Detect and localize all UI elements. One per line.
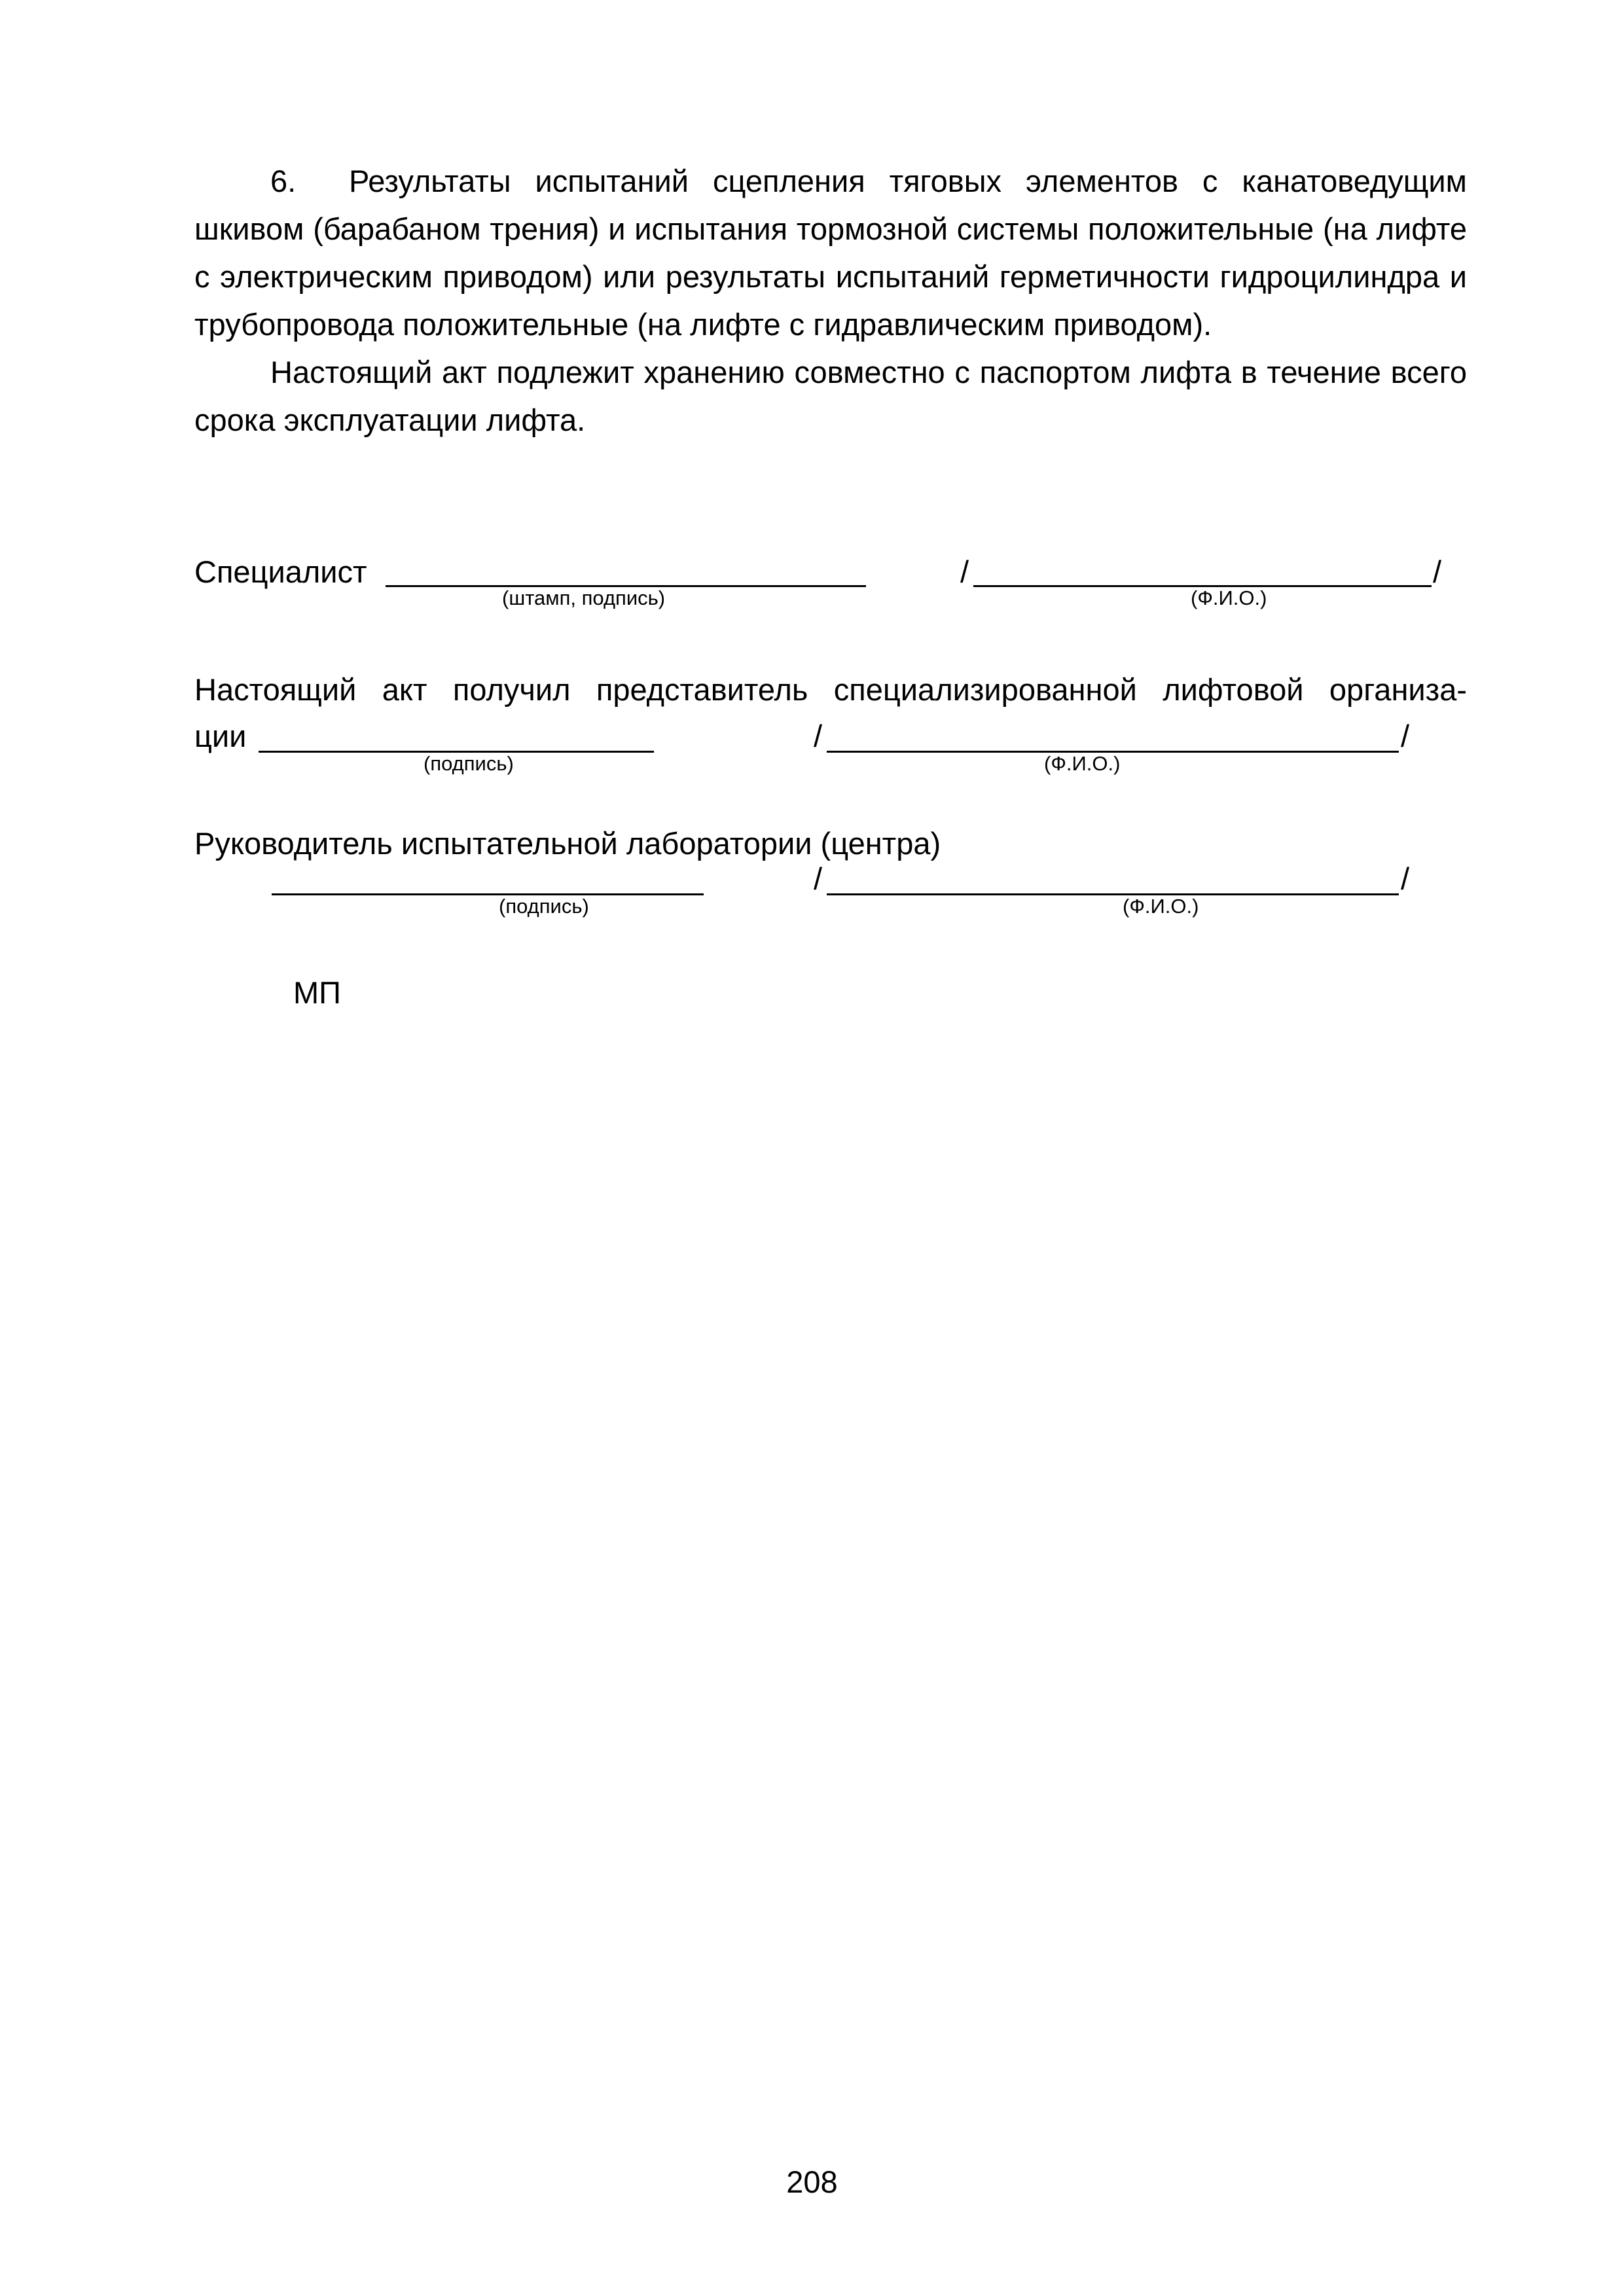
specialist-name-caption: (Ф.И.О.) xyxy=(1191,586,1267,609)
paragraph-item-6 xyxy=(194,157,1467,348)
receiver-sign-caption: (подпись) xyxy=(424,752,514,775)
stamp-place-label: МП xyxy=(293,975,341,1010)
lab-head-name-line[interactable] xyxy=(827,893,1399,895)
page-number: 208 xyxy=(786,2164,838,2199)
lab-head-slash-close: / xyxy=(1401,861,1410,896)
receiver-slash-close: / xyxy=(1401,719,1410,753)
lab-head-label: Руководитель испытательной лаборатории (центра) xyxy=(194,826,941,861)
receiver-label-line1: Настоящий акт получил представитель специализированной лифтовой организа- xyxy=(194,672,1467,707)
lab-head-name-caption: (Ф.И.О.) xyxy=(1123,895,1199,918)
item-6-text: Результаты испытаний сцепления тяговых элементов с канатоведущим шкивом (барабаном трения) и испытания тормозной системы положительные (на лифте с электрическим приводом) или результаты испытаний герметичности гидроцилиндра и трубопровода положительные (на лифте с гидравлическим приводом). xyxy=(194,164,1467,342)
lab-head-slash-open: / xyxy=(814,861,823,896)
paragraph-storage: Настоящий акт подлежит хранению совместно с паспортом лифта в течение всего срока эксплуатации лифта. xyxy=(194,355,1467,437)
receiver-name-caption: (Ф.И.О.) xyxy=(1044,752,1121,775)
specialist-sign-caption: (штамп, подпись) xyxy=(502,586,666,609)
specialist-slash-close: / xyxy=(1433,554,1442,589)
receiver-label-line2: ции xyxy=(194,719,247,753)
specialist-label: Специалист xyxy=(194,554,367,589)
lab-head-sign-caption: (подпись) xyxy=(499,895,589,918)
specialist-slash-open: / xyxy=(960,554,969,589)
receiver-slash-open: / xyxy=(814,719,823,753)
lab-head-signature-line[interactable] xyxy=(272,893,704,895)
item-number: 6. xyxy=(270,164,297,198)
body-text xyxy=(194,157,1467,444)
